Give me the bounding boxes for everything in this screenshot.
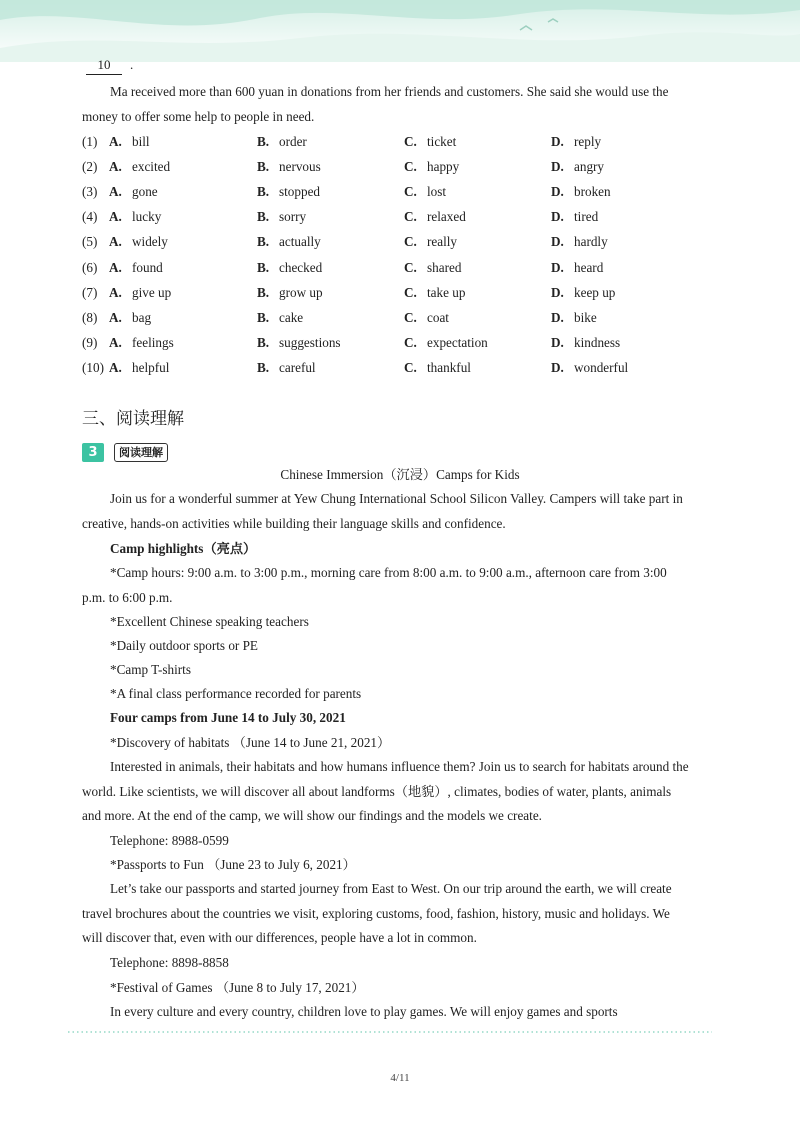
highlight-tshirts: *Camp T-shirts bbox=[110, 662, 191, 677]
option-row bbox=[82, 206, 702, 228]
option-text-b: order bbox=[279, 134, 307, 149]
option-text-c: ticket bbox=[427, 134, 457, 149]
option-text-d: tired bbox=[574, 209, 599, 225]
question-number: (3) bbox=[82, 184, 98, 200]
question-number: (6) bbox=[82, 259, 98, 275]
question-number: (8) bbox=[82, 309, 98, 325]
option-letter-c: C. bbox=[404, 159, 417, 175]
camp3-description: In every culture and every country, children love to play games. We will enjoy games and sports bbox=[110, 1004, 618, 1019]
option-letter-a: A. bbox=[109, 209, 122, 225]
option-text-a: excited bbox=[132, 159, 171, 175]
option-letter-d: D. bbox=[551, 284, 564, 300]
option-text-b: cake bbox=[279, 309, 304, 325]
question-number: (7) bbox=[82, 284, 98, 300]
option-row bbox=[82, 156, 702, 178]
option-text-d: bike bbox=[574, 309, 597, 325]
option-text-a: found bbox=[132, 259, 163, 275]
option-letter-b: B. bbox=[257, 209, 270, 225]
option-row bbox=[82, 181, 702, 203]
camp2-title: *Passports to Fun （June 23 to July 6, 2021） bbox=[110, 857, 356, 872]
blank-dot: . bbox=[130, 57, 134, 72]
option-letter-a: A. bbox=[109, 334, 122, 350]
camp1-description: Interested in animals, their habitats and how humans influence them? Join us to search for habitats around the world. Like scientists, we will discover all about landforms（地貌）, climates, bodies of water, plants, animals and more. At the end of the camp, we will show our findings and the models we create. bbox=[82, 759, 689, 823]
page-number: 4/11 bbox=[390, 1072, 410, 1084]
option-text-a: bag bbox=[132, 309, 152, 325]
option-text-b: checked bbox=[279, 259, 323, 275]
option-letter-d: D. bbox=[551, 309, 564, 325]
option-text-d: heard bbox=[574, 259, 604, 275]
option-text-b: suggestions bbox=[279, 334, 341, 350]
option-row bbox=[82, 357, 702, 379]
option-letter-d: D. bbox=[551, 134, 564, 149]
question-number: (5) bbox=[82, 234, 98, 250]
option-text-c: shared bbox=[427, 259, 462, 275]
footer-divider bbox=[68, 1030, 712, 1034]
option-letter-c: C. bbox=[404, 334, 417, 350]
option-letter-d: D. bbox=[551, 359, 564, 375]
option-letter-c: C. bbox=[404, 184, 417, 200]
option-letter-b: B. bbox=[257, 134, 270, 149]
option-text-b: stopped bbox=[279, 184, 321, 200]
option-letter-a: A. bbox=[109, 259, 122, 275]
option-text-c: really bbox=[427, 234, 458, 250]
option-text-d: hardly bbox=[574, 234, 608, 250]
option-letter-b: B. bbox=[257, 259, 270, 275]
option-row bbox=[82, 231, 702, 253]
option-letter-c: C. bbox=[404, 234, 417, 250]
option-letter-b: B. bbox=[257, 234, 270, 250]
option-letter-b: B. bbox=[257, 184, 270, 200]
header-banner bbox=[0, 0, 800, 62]
option-text-d: reply bbox=[574, 134, 602, 149]
camp2-telephone: Telephone: 8898-8858 bbox=[110, 955, 229, 970]
highlight-teachers: *Excellent Chinese speaking teachers bbox=[110, 614, 309, 629]
question-type-tag: 阅读理解 bbox=[114, 443, 168, 462]
reading-title: Chinese Immersion（沉浸）Camps for Kids bbox=[280, 467, 520, 482]
section-title: 三、阅读理解 bbox=[82, 409, 184, 429]
camp3-title: *Festival of Games （June 8 to July 17, 2021） bbox=[110, 980, 365, 995]
option-row bbox=[82, 131, 702, 153]
camp2-description: Let’s take our passports and started journey from East to West. On our trip around the earth, we will create travel brochures about the countries we visit, exploring customs, food, fashion, history, music and holidays. We will discover that, even with our differences, people have a lot in common. bbox=[82, 881, 672, 945]
option-text-b: grow up bbox=[279, 284, 323, 300]
option-letter-c: C. bbox=[404, 259, 417, 275]
question-number: (9) bbox=[82, 334, 98, 350]
option-text-a: helpful bbox=[132, 359, 170, 375]
option-text-a: gone bbox=[132, 184, 158, 200]
option-text-a: lucky bbox=[132, 209, 162, 225]
option-letter-b: B. bbox=[257, 359, 270, 375]
option-text-c: take up bbox=[427, 284, 466, 300]
option-text-d: angry bbox=[574, 159, 605, 175]
question-number: (1) bbox=[82, 134, 98, 149]
option-letter-b: B. bbox=[257, 159, 270, 175]
reading-intro: Join us for a wonderful summer at Yew Chung International School Silicon Valley. Campers will take part in creative, hands-on activities while building their language skills and confidence. bbox=[82, 491, 683, 531]
highlights-heading: Camp highlights（亮点） bbox=[110, 541, 257, 556]
option-letter-c: C. bbox=[404, 359, 417, 375]
option-text-c: coat bbox=[427, 309, 449, 325]
option-letter-c: C. bbox=[404, 309, 417, 325]
option-letter-b: B. bbox=[257, 334, 270, 350]
option-text-c: thankful bbox=[427, 359, 471, 375]
option-letter-b: B. bbox=[257, 284, 270, 300]
option-row bbox=[82, 307, 702, 329]
option-text-d: kindness bbox=[574, 334, 621, 350]
question-number: (10) bbox=[82, 359, 104, 375]
option-letter-a: A. bbox=[109, 159, 122, 175]
option-letter-c: C. bbox=[404, 284, 417, 300]
option-letter-d: D. bbox=[551, 184, 564, 200]
highlight-performance: *A final class performance recorded for parents bbox=[110, 686, 362, 701]
option-text-b: actually bbox=[279, 234, 321, 250]
option-text-b: sorry bbox=[279, 209, 307, 225]
option-text-a: give up bbox=[132, 284, 172, 300]
option-text-c: expectation bbox=[427, 334, 488, 350]
option-text-a: widely bbox=[132, 234, 168, 250]
option-letter-a: A. bbox=[109, 134, 122, 149]
option-row bbox=[82, 282, 702, 304]
highlight-sports: *Daily outdoor sports or PE bbox=[110, 638, 258, 653]
option-text-a: bill bbox=[132, 134, 150, 149]
blank-number: 10 bbox=[86, 56, 122, 75]
option-text-d: broken bbox=[574, 184, 611, 200]
option-text-b: nervous bbox=[279, 159, 321, 175]
option-letter-d: D. bbox=[551, 209, 564, 225]
option-letter-a: A. bbox=[109, 309, 122, 325]
option-text-c: happy bbox=[427, 159, 460, 175]
option-text-c: relaxed bbox=[427, 209, 466, 225]
option-letter-d: D. bbox=[551, 259, 564, 275]
option-letter-d: D. bbox=[551, 334, 564, 350]
option-letter-a: A. bbox=[109, 359, 122, 375]
cloze-passage-end: Ma received more than 600 yuan in donations from her friends and customers. She said she would use the money to offer some help to people in need. bbox=[82, 84, 669, 124]
option-text-d: wonderful bbox=[574, 359, 629, 375]
option-letter-a: A. bbox=[109, 284, 122, 300]
option-text-a: feelings bbox=[132, 334, 174, 350]
question-number-badge: 3 bbox=[82, 443, 104, 462]
option-letter-a: A. bbox=[109, 184, 122, 200]
camp1-telephone: Telephone: 8988-0599 bbox=[110, 833, 229, 848]
option-letter-d: D. bbox=[551, 234, 564, 250]
camps-heading: Four camps from June 14 to July 30, 2021 bbox=[110, 710, 346, 725]
option-letter-c: C. bbox=[404, 209, 417, 225]
option-row bbox=[82, 257, 702, 279]
option-text-c: lost bbox=[427, 184, 447, 200]
question-number: (4) bbox=[82, 209, 98, 225]
option-letter-d: D. bbox=[551, 159, 564, 175]
camp-hours: *Camp hours: 9:00 a.m. to 3:00 p.m., morning care from 8:00 a.m. to 9:00 a.m., afternoon care from 3:00 p.m. to 6:00 p.m. bbox=[82, 565, 667, 605]
question-number: (2) bbox=[82, 159, 98, 175]
option-text-b: careful bbox=[279, 359, 316, 375]
camp1-title: *Discovery of habitats （June 14 to June 21, 2021） bbox=[110, 735, 391, 750]
option-letter-a: A. bbox=[109, 234, 122, 250]
option-letter-c: C. bbox=[404, 134, 417, 149]
option-row bbox=[82, 332, 702, 354]
option-text-d: keep up bbox=[574, 284, 616, 300]
option-letter-b: B. bbox=[257, 309, 270, 325]
